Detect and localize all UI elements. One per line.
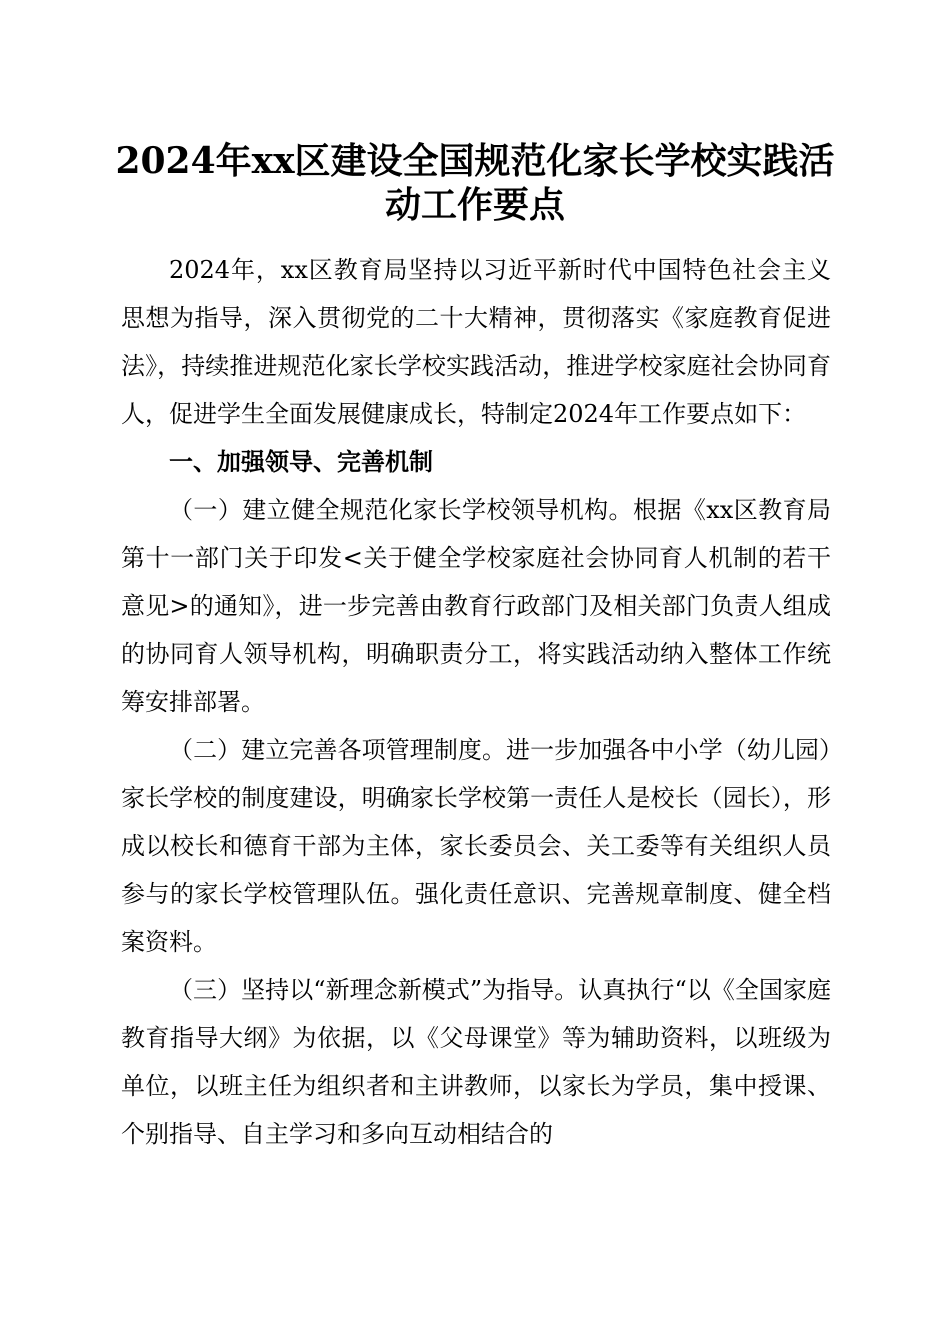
paragraph-item-3: （三）坚持以“新理念新模式”为指导。认真执行“以《全国家庭教育指导大纲》为依据，以《父母课堂》等为辅助资料，以班级为单位，以班主任为组织者和主讲教师，以家长为学员，集中授课、个别指导、自主学习和多向互动相结合的: [121, 976, 831, 1148]
paragraph-item-1: （一）建立健全规范化家长学校领导机构。根据《xx区教育局第十一部门关于印发<关于健全学校家庭社会协同育人机制的若干意见>的通知》，进一步完善由教育行政部门及相关部门负责人组成的协同育人领导机构，明确职责分工，将实践活动纳入整体工作统筹安排部署。: [121, 496, 831, 716]
document-title-line-1: 2024年xx区建设全国规范化家长学校实践活: [115, 140, 835, 182]
document-body: [121, 246, 831, 1158]
paragraph-item-2: （二）建立完善各项管理制度。进一步加强各中小学（幼儿园）家长学校的制度建设，明确家长学校第一责任人是校长（园长），形成以校长和德育干部为主体，家长委员会、关工委等有关组织人员参与的家长学校管理队伍。强化责任意识、完善规章制度、健全档案资料。: [121, 736, 831, 956]
intro-paragraph: 2024年，xx区教育局坚持以习近平新时代中国特色社会主义思想为指导，深入贯彻党的二十大精神，贯彻落实《家庭教育促进法》，持续推进规范化家长学校实践活动，推进学校家庭社会协同育人，促进学生全面发展健康成长，特制定2024年工作要点如下：: [121, 256, 831, 428]
section-heading-1: 一、加强领导、完善机制: [169, 448, 433, 476]
document-title-line-2: 动工作要点: [384, 184, 565, 226]
